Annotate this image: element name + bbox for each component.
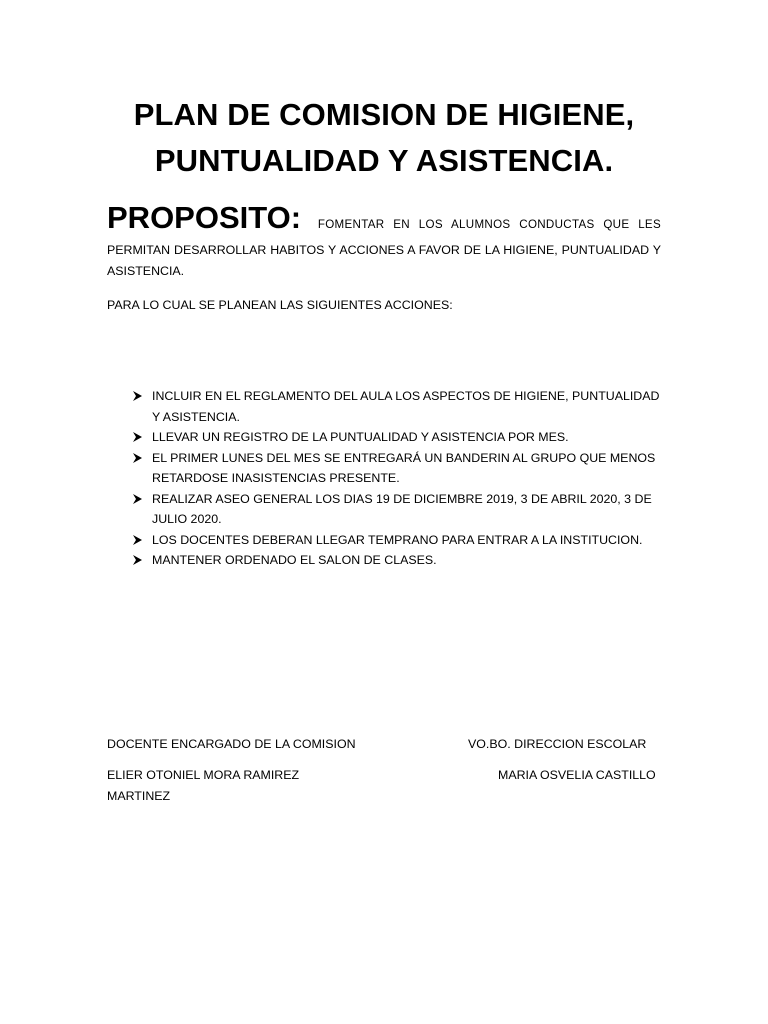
right-signature-name: MARIA OSVELIA CASTILLO <box>498 768 656 782</box>
list-item <box>130 427 662 448</box>
left-signature-name: ELIER OTONIEL MORA RAMIREZ MARTINEZ <box>107 768 300 803</box>
action-text: INCLUIR EN EL REGLAMENTO DEL AULA LOS ASPECTOS DE HIGIENE, PUNTUALIDAD Y ASISTENCIA. <box>152 389 660 424</box>
arrowhead-bullet-icon <box>130 550 144 570</box>
list-item <box>130 386 662 427</box>
arrowhead-bullet-icon <box>130 448 144 468</box>
document-title-line-2: PUNTUALIDAD Y ASISTENCIA. <box>154 143 614 178</box>
document-title-line-1: PLAN DE COMISION DE HIGIENE, <box>133 97 635 132</box>
arrowhead-bullet-icon <box>130 530 144 550</box>
arrowhead-bullet-icon <box>130 489 144 509</box>
action-text: EL PRIMER LUNES DEL MES SE ENTREGARÁ UN BANDERIN AL GRUPO QUE MENOS RETARDOSE INASISTENCIAS PRESENTE. <box>152 450 656 485</box>
left-signature-title: DOCENTE ENCARGADO DE LA COMISION <box>107 737 356 751</box>
purpose-paragraph <box>107 200 661 282</box>
purpose-heading: PROPOSITO: <box>107 200 302 235</box>
purpose-first-line <box>107 200 661 236</box>
arrowhead-bullet-icon <box>130 427 144 447</box>
action-text: LOS DOCENTES DEBERAN LLEGAR TEMPRANO PARA ENTRAR A LA INSTITUCION. <box>152 532 643 547</box>
action-text: LLEVAR UN REGISTRO DE LA PUNTUALIDAD Y ASISTENCIA POR MES. <box>152 430 569 444</box>
action-text: REALIZAR ASEO GENERAL LOS DIAS 19 DE DICIEMBRE 2019, 3 DE ABRIL 2020, 3 DE JULIO 2020. <box>152 491 652 526</box>
actions-intro: PARA LO CUAL SE PLANEAN LAS SIGUIENTES ACCIONES: <box>107 298 453 312</box>
list-item <box>130 550 662 571</box>
arrowhead-bullet-icon <box>130 386 144 406</box>
list-item <box>130 489 662 530</box>
right-signature-title: VO.BO. DIRECCION ESCOLAR <box>468 737 647 751</box>
action-text: MANTENER ORDENADO EL SALON DE CLASES. <box>152 553 437 567</box>
actions-list <box>130 386 662 571</box>
purpose-text-rest: PERMITAN DESARROLLAR HABITOS Y ACCIONES A FAVOR DE LA HIGIENE, PUNTUALIDAD Y ASISTENCIA. <box>107 243 661 278</box>
list-item <box>130 530 662 551</box>
purpose-text-first: FOMENTAR EN LOS ALUMNOS CONDUCTAS QUE LES <box>317 218 662 231</box>
list-item <box>130 448 662 489</box>
